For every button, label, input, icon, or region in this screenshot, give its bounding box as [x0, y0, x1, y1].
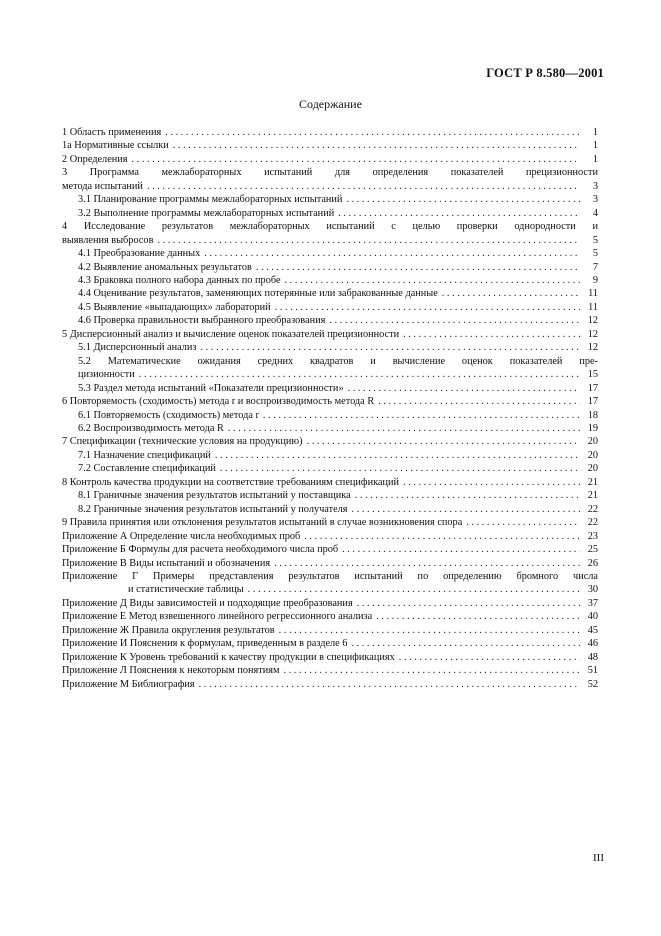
toc-entry[interactable]: [62, 624, 598, 637]
document-code: ГОСТ Р 8.580—2001: [486, 66, 604, 80]
toc-entry-title: 4.1 Преобразование данных: [78, 248, 201, 260]
toc-entry[interactable]: [62, 476, 598, 489]
toc-entry[interactable]: [62, 166, 598, 193]
toc-entry-title: 8.1 Граничные значения результатов испытаний у поставщика: [78, 490, 351, 502]
toc-entry-title-cont: метода испытаний: [62, 180, 143, 192]
dot-leader: [139, 368, 580, 381]
toc-entry-page: 22: [587, 503, 598, 515]
toc-entry-title-cont: выявления выбросов: [62, 234, 154, 246]
toc-entry-title: 6.1 Повторяемость (сходимость) метода r: [78, 409, 259, 421]
dot-leader: [355, 489, 580, 502]
dot-leader: [284, 664, 581, 677]
toc-entry-page: 46: [587, 638, 598, 650]
dot-leader: [304, 530, 580, 543]
toc-entry[interactable]: [62, 126, 598, 139]
dot-leader: [165, 126, 580, 139]
toc-entry-title: 3.2 Выполнение программы межлабораторных испытаний: [78, 207, 335, 219]
toc-entry-page: 19: [587, 422, 598, 434]
toc-entry[interactable]: [62, 597, 598, 610]
toc-entry-page: 52: [587, 678, 598, 690]
toc-entry[interactable]: [62, 678, 598, 691]
toc-entry-page: 45: [587, 624, 598, 636]
toc-entry[interactable]: [62, 247, 598, 260]
toc-entry-title: Приложение Л Пояснения к некоторым понятиям: [62, 665, 280, 677]
toc-entry-page: 51: [587, 665, 598, 677]
dot-leader: [346, 193, 580, 206]
toc-entry-title: 1а Нормативные ссылки: [62, 140, 169, 152]
dot-leader: [132, 153, 580, 166]
toc-entry-title: 7.2 Составление спецификаций: [78, 463, 216, 475]
toc-entry-title: 7.1 Назначение спецификаций: [78, 449, 211, 461]
toc-entry-page: 17: [587, 382, 598, 394]
toc-entry[interactable]: [62, 328, 598, 341]
toc-entry-page: 15: [587, 369, 598, 381]
toc-entry[interactable]: [62, 462, 598, 475]
toc-entry-page: 1: [592, 153, 598, 165]
dot-leader: [338, 207, 580, 220]
toc-entry-title: 4.4 Оценивание результатов, заменяющих потерянные или забракованные данные: [78, 288, 438, 300]
toc-entry[interactable]: [62, 261, 598, 274]
toc-entry-title: Приложение К Уровень требований к качеству продукции в спецификациях: [62, 651, 395, 663]
dot-leader: [204, 247, 580, 260]
toc-entry-title: Приложение Е Метод взвешенного линейного регрессионного анализа: [62, 611, 373, 623]
toc-entry[interactable]: [62, 274, 598, 287]
toc-entry-title: Приложение И Пояснения к формулам, приведенным в разделе 6: [62, 638, 348, 650]
toc-entry-title: Приложение М Библиография: [62, 678, 195, 690]
toc-entry-title: Приложение В Виды испытаний и обозначения: [62, 557, 271, 569]
dot-leader: [157, 234, 580, 247]
toc-entry[interactable]: [62, 530, 598, 543]
toc-entry[interactable]: [62, 207, 598, 220]
toc-entry-title: 7 Спецификации (технические условия на продукцию): [62, 436, 303, 448]
dot-leader: [220, 462, 580, 475]
toc-entry-title: 8 Контроль качества продукции на соответствие требованиям спецификаций: [62, 476, 400, 488]
toc-entry-page: 21: [587, 490, 598, 502]
toc-entry[interactable]: [62, 570, 598, 597]
toc-entry-title: 3 Программа межлабораторных испытаний для определения показателей прецизионности: [62, 167, 598, 179]
toc-entry[interactable]: [62, 516, 598, 529]
dot-leader: [342, 543, 580, 556]
toc-entry-page: 37: [587, 597, 598, 609]
toc-entry[interactable]: [62, 610, 598, 623]
dot-leader: [279, 624, 580, 637]
toc-entry-page: 25: [587, 544, 598, 556]
dot-leader: [256, 261, 580, 274]
toc-entry-page: 1: [592, 140, 598, 152]
toc-entry-page: 11: [588, 301, 598, 313]
toc-entry-title: 9 Правила принятия или отклонения результатов испытаний в случае возникновения спора: [62, 517, 463, 529]
toc-entry[interactable]: [62, 153, 598, 166]
toc-entry-page: 18: [587, 409, 598, 421]
dot-leader: [466, 516, 580, 529]
toc-entry-title: 5 Дисперсионный анализ и вычисление оценок показателей прецизионности: [62, 328, 400, 340]
toc-entry-title-cont: цизионности: [78, 369, 135, 381]
table-of-contents: [62, 126, 598, 691]
dot-leader: [263, 409, 580, 422]
toc-entry-page: 21: [587, 476, 598, 488]
toc-entry[interactable]: [62, 651, 598, 664]
toc-entry-title: 4.3 Браковка полного набора данных по пробе: [78, 274, 281, 286]
dot-leader: [329, 314, 580, 327]
toc-entry-page: 26: [587, 557, 598, 569]
dot-leader: [357, 597, 580, 610]
toc-entry-page: 4: [592, 207, 598, 219]
toc-entry-page: 20: [587, 449, 598, 461]
toc-entry[interactable]: [62, 664, 598, 677]
toc-entry-page: 22: [587, 517, 598, 529]
toc-entry[interactable]: [62, 637, 598, 650]
dot-leader: [352, 503, 580, 516]
toc-entry-title: 1 Область применения: [62, 127, 162, 138]
toc-entry-page: 40: [587, 611, 598, 623]
toc-entry[interactable]: [62, 543, 598, 556]
toc-entry-page: 5: [592, 248, 598, 260]
toc-entry-title: 4 Исследование результатов межлабораторных испытаний с целью проверки однородности и: [62, 221, 598, 233]
dot-leader: [399, 651, 580, 664]
toc-entry[interactable]: [62, 395, 598, 408]
toc-entry-title: 4.6 Проверка правильности выбранного преобразования: [78, 315, 326, 327]
dot-leader: [275, 301, 580, 314]
toc-title: Содержание: [299, 97, 362, 111]
toc-entry-page: 48: [587, 651, 598, 663]
toc-entry[interactable]: [62, 314, 598, 327]
dot-leader: [173, 139, 580, 152]
dot-leader: [285, 274, 580, 287]
toc-entry[interactable]: [62, 435, 598, 448]
toc-entry-title: 5.3 Раздел метода испытаний «Показатели прецизионности»: [78, 382, 344, 394]
toc-entry[interactable]: [62, 287, 598, 300]
toc-entry-title: 8.2 Граничные значения результатов испытаний у получателя: [78, 503, 348, 515]
toc-entry[interactable]: [62, 341, 598, 354]
toc-entry[interactable]: [62, 449, 598, 462]
toc-entry[interactable]: [62, 193, 598, 206]
toc-entry-page: 5: [592, 234, 598, 246]
toc-entry-page: 12: [587, 328, 598, 340]
toc-entry[interactable]: [62, 382, 598, 395]
toc-entry-title-cont: и статистические таблицы: [128, 584, 244, 596]
dot-leader: [147, 180, 580, 193]
toc-entry-title: 5.1 Дисперсионный анализ: [78, 342, 197, 354]
toc-entry-title: 3.1 Планирование программы межлабораторных испытаний: [78, 194, 343, 206]
toc-entry-page: 12: [587, 315, 598, 327]
toc-entry-page: 7: [592, 261, 598, 273]
toc-entry-title: Приложение Ж Правила округления результатов: [62, 624, 275, 636]
toc-entry[interactable]: [62, 409, 598, 422]
toc-entry-title: 4.5 Выявление «выпадающих» лабораторий: [78, 301, 271, 313]
toc-entry-title: Приложение Б Формулы для расчета необходимого числа проб: [62, 544, 339, 556]
toc-entry[interactable]: [62, 355, 598, 382]
toc-entry-title: 6.2 Воспроизводимость метода R: [78, 422, 224, 434]
dot-leader: [403, 476, 580, 489]
toc-entry[interactable]: [62, 220, 598, 247]
toc-entry-page: 20: [587, 463, 598, 475]
toc-entry-page: 17: [587, 396, 598, 408]
dot-leader: [307, 435, 580, 448]
dot-leader: [376, 610, 580, 623]
dot-leader: [228, 422, 580, 435]
toc-entry-page: 11: [588, 288, 598, 300]
toc-entry-title: 6 Повторяемость (сходимость) метода r и воспроизводимость метода R: [62, 396, 375, 408]
toc-entry-page: 30: [587, 584, 598, 596]
toc-entry[interactable]: [62, 139, 598, 152]
page-number: III: [593, 852, 604, 864]
toc-entry-page: 23: [587, 530, 598, 542]
toc-entry-page: 3: [592, 180, 598, 192]
toc-entry-title: Приложение А Определение числа необходимых проб: [62, 530, 301, 542]
toc-entry[interactable]: [62, 422, 598, 435]
toc-entry-page: 1: [592, 127, 598, 138]
dot-leader: [248, 583, 580, 596]
dot-leader: [215, 449, 580, 462]
dot-leader: [274, 557, 580, 570]
dot-leader: [348, 382, 580, 395]
dot-leader: [199, 678, 580, 691]
dot-leader: [351, 637, 580, 650]
toc-entry-page: 12: [587, 342, 598, 354]
toc-entry[interactable]: [62, 301, 598, 314]
dot-leader: [442, 287, 580, 300]
toc-entry-title: 2 Определения: [62, 153, 128, 165]
toc-entry-title: Приложение Г Примеры представления результатов испытаний по определению бромного числа: [62, 570, 598, 582]
toc-entry-page: 20: [587, 436, 598, 448]
toc-entry[interactable]: [62, 503, 598, 516]
dot-leader: [378, 395, 580, 408]
toc-entry[interactable]: [62, 489, 598, 502]
toc-entry-page: 9: [592, 274, 598, 286]
toc-entry[interactable]: [62, 557, 598, 570]
toc-entry-page: 3: [592, 194, 598, 206]
toc-entry-title: 4.2 Выявление аномальных результатов: [78, 261, 252, 273]
toc-entry-title: Приложение Д Виды зависимостей и подходящие преобразования: [62, 597, 353, 609]
dot-leader: [403, 328, 580, 341]
toc-entry-title: 5.2 Математические ожидания средних квадратов и вычисление оценок показателей пре-: [78, 355, 598, 367]
dot-leader: [201, 341, 581, 354]
